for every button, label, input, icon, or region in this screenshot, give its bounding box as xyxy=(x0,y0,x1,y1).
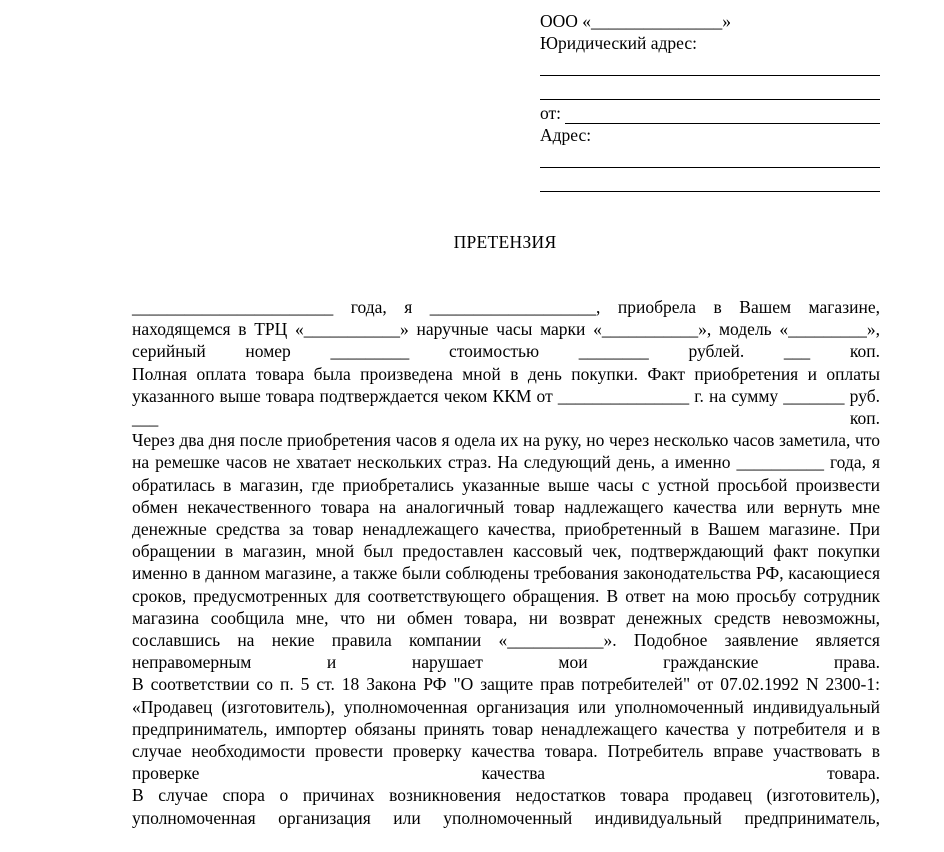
addressee-block xyxy=(540,10,880,194)
address-blank-line-1 xyxy=(540,146,880,168)
from-label: от: xyxy=(540,103,562,123)
legal-address-blank-line-2 xyxy=(540,78,880,100)
paragraph-purchase: _______________________ года, я ___________________, приобрела в Вашем магазине, находящемся в ТРЦ «___________» наручные часы марки «___________», модель «_________», серийный номер _________ стоимостью ________ рублей. ___ коп. xyxy=(132,297,880,362)
paragraph-dispute: В случае спора о причинах возникновения недостатков товара продавец (изготовитель), уполномоченная организация или уполномоченный индивидуальный предприниматель, xyxy=(132,785,880,828)
sender-line xyxy=(540,102,880,124)
paragraph-payment: Полная оплата товара была произведена мной в день покупки. Факт приобретения и оплаты указанного выше товара подтверждается чеком ККМ от _______________ г. на сумму _______ руб. ___ коп. xyxy=(132,363,880,429)
address-blank-line-2 xyxy=(540,170,880,192)
sender-blank-line xyxy=(565,105,880,124)
document-body xyxy=(132,296,880,829)
legal-address-blank-line-1 xyxy=(540,54,880,76)
company-line: ООО «_______________» xyxy=(540,11,732,31)
paragraph-law: В соответствии со п. 5 ст. 18 Закона РФ "О защите прав потребителей" от 07.02.1992 N 2300-1: «Продавец (изготовитель), уполномоченная организация или уполномоченный индивидуальный предприниматель, импортер обязаны принять товар ненадлежащего качества у потребителя и в случае необходимости провести проверку качества товара. Потребитель вправе участвовать в проверке качества товара. xyxy=(132,674,880,784)
legal-address-label: Юридический адрес: xyxy=(540,33,698,53)
document-title: ПРЕТЕНЗИЯ xyxy=(453,232,557,252)
address-label: Адрес: xyxy=(540,125,592,145)
paragraph-defect: Через два дня после приобретения часов я одела их на руку, но через несколько часов заметила, что на ремешке часов не хватает нескольких страз. На следующий день, а именно __________ года, я обратилась в магазин, где приобретались указанные выше часы с устной просьбой произвести обмен некачественного товара на аналогичный товар надлежащего качества или вернуть мне денежные средства за товар ненадлежащего качества, приобретенный в Вашем магазине. При обращении в магазин, мной был предоставлен кассовый чек, подтверждающий факт покупки именно в данном магазине, а также были соблюдены требования законодательства РФ, касающиеся сроков, предусмотренных для соответствующего обращения. В ответ на мою просьбу сотрудник магазина сообщила мне, что ни обмен товара, ни возврат денежных средств невозможны, сославшись на некие правила компании «___________». Подобное заявление является неправомерным и нарушает мои гражданские права. xyxy=(132,430,880,673)
